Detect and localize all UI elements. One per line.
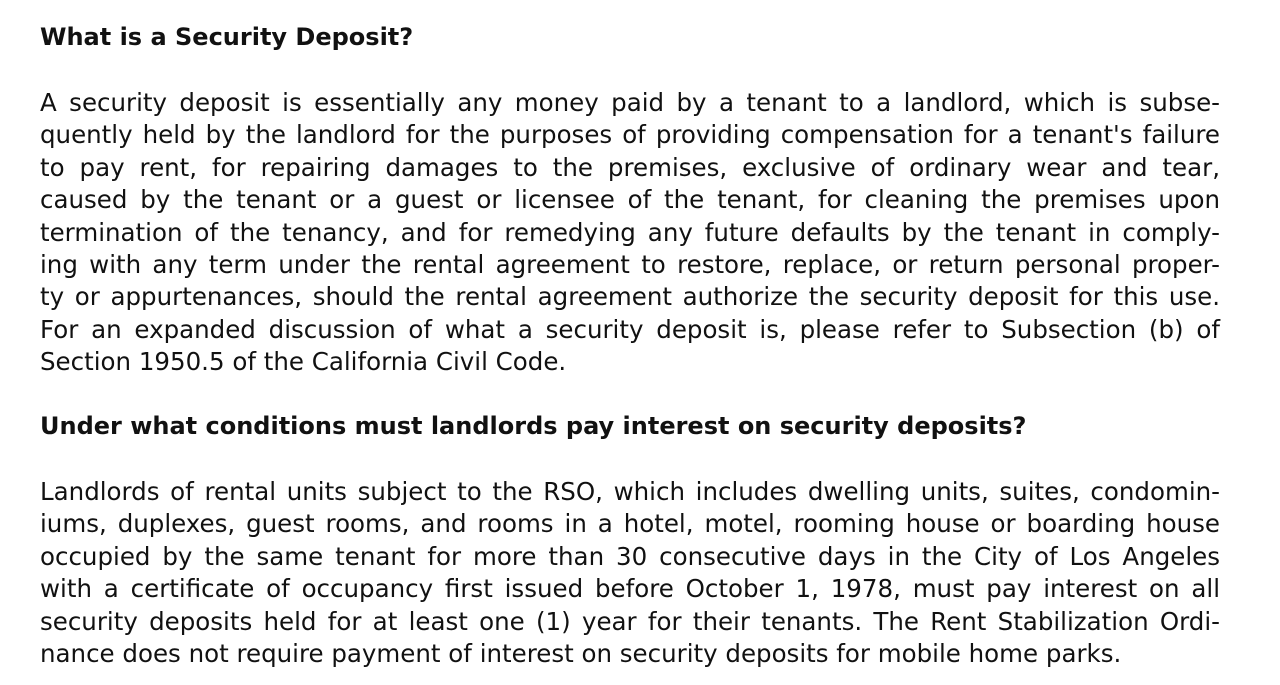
section-heading-security-deposit: What is a Security Deposit? bbox=[40, 23, 414, 51]
security-deposit-paragraph bbox=[40, 87, 1220, 379]
paragraph-line: caused by the tenant or a guest or licensee of the tenant, for cleaning the premises upon bbox=[40, 185, 1220, 215]
interest-conditions-paragraph bbox=[40, 476, 1220, 670]
paragraph-line: nance does not require payment of interest on security deposits for mobile home parks. bbox=[40, 638, 1122, 668]
paragraph-line: iums, duplexes, guest rooms, and rooms in a hotel, motel, rooming house or boarding house bbox=[40, 509, 1220, 539]
paragraph-line: A security deposit is essentially any money paid by a tenant to a landlord, which is subse- bbox=[40, 88, 1220, 117]
section-heading-interest-conditions: Under what conditions must landlords pay interest on security deposits? bbox=[40, 412, 1027, 440]
paragraph-line: with a certificate of occupancy first issued before October 1, 1978, must pay interest on all bbox=[40, 574, 1220, 604]
paragraph-line: quently held by the landlord for the purposes of providing compensation for a tenant's failure bbox=[40, 120, 1220, 150]
paragraph-line: to pay rent, for repairing damages to the premises, exclusive of ordinary wear and tear, bbox=[40, 152, 1220, 182]
paragraph-line: security deposits held for at least one (1) year for their tenants. The Rent Stabilization Ordi- bbox=[40, 606, 1220, 636]
paragraph-line: ing with any term under the rental agreement to restore, replace, or return personal proper- bbox=[40, 249, 1220, 279]
paragraph-line: termination of the tenancy, and for remedying any future defaults by the tenant in comply- bbox=[40, 217, 1220, 247]
paragraph-line: Section 1950.5 of the California Civil Code. bbox=[40, 347, 567, 377]
paragraph-line: Landlords of rental units subject to the RSO, which includes dwelling units, suites, condomin- bbox=[40, 477, 1220, 506]
paragraph-line: ty or appurtenances, should the rental agreement authorize the security deposit for this use. bbox=[40, 282, 1220, 312]
paragraph-line: occupied by the same tenant for more than 30 consecutive days in the City of Los Angeles bbox=[40, 541, 1220, 571]
paragraph-line: For an expanded discussion of what a security deposit is, please refer to Subsection (b) of bbox=[40, 314, 1220, 344]
